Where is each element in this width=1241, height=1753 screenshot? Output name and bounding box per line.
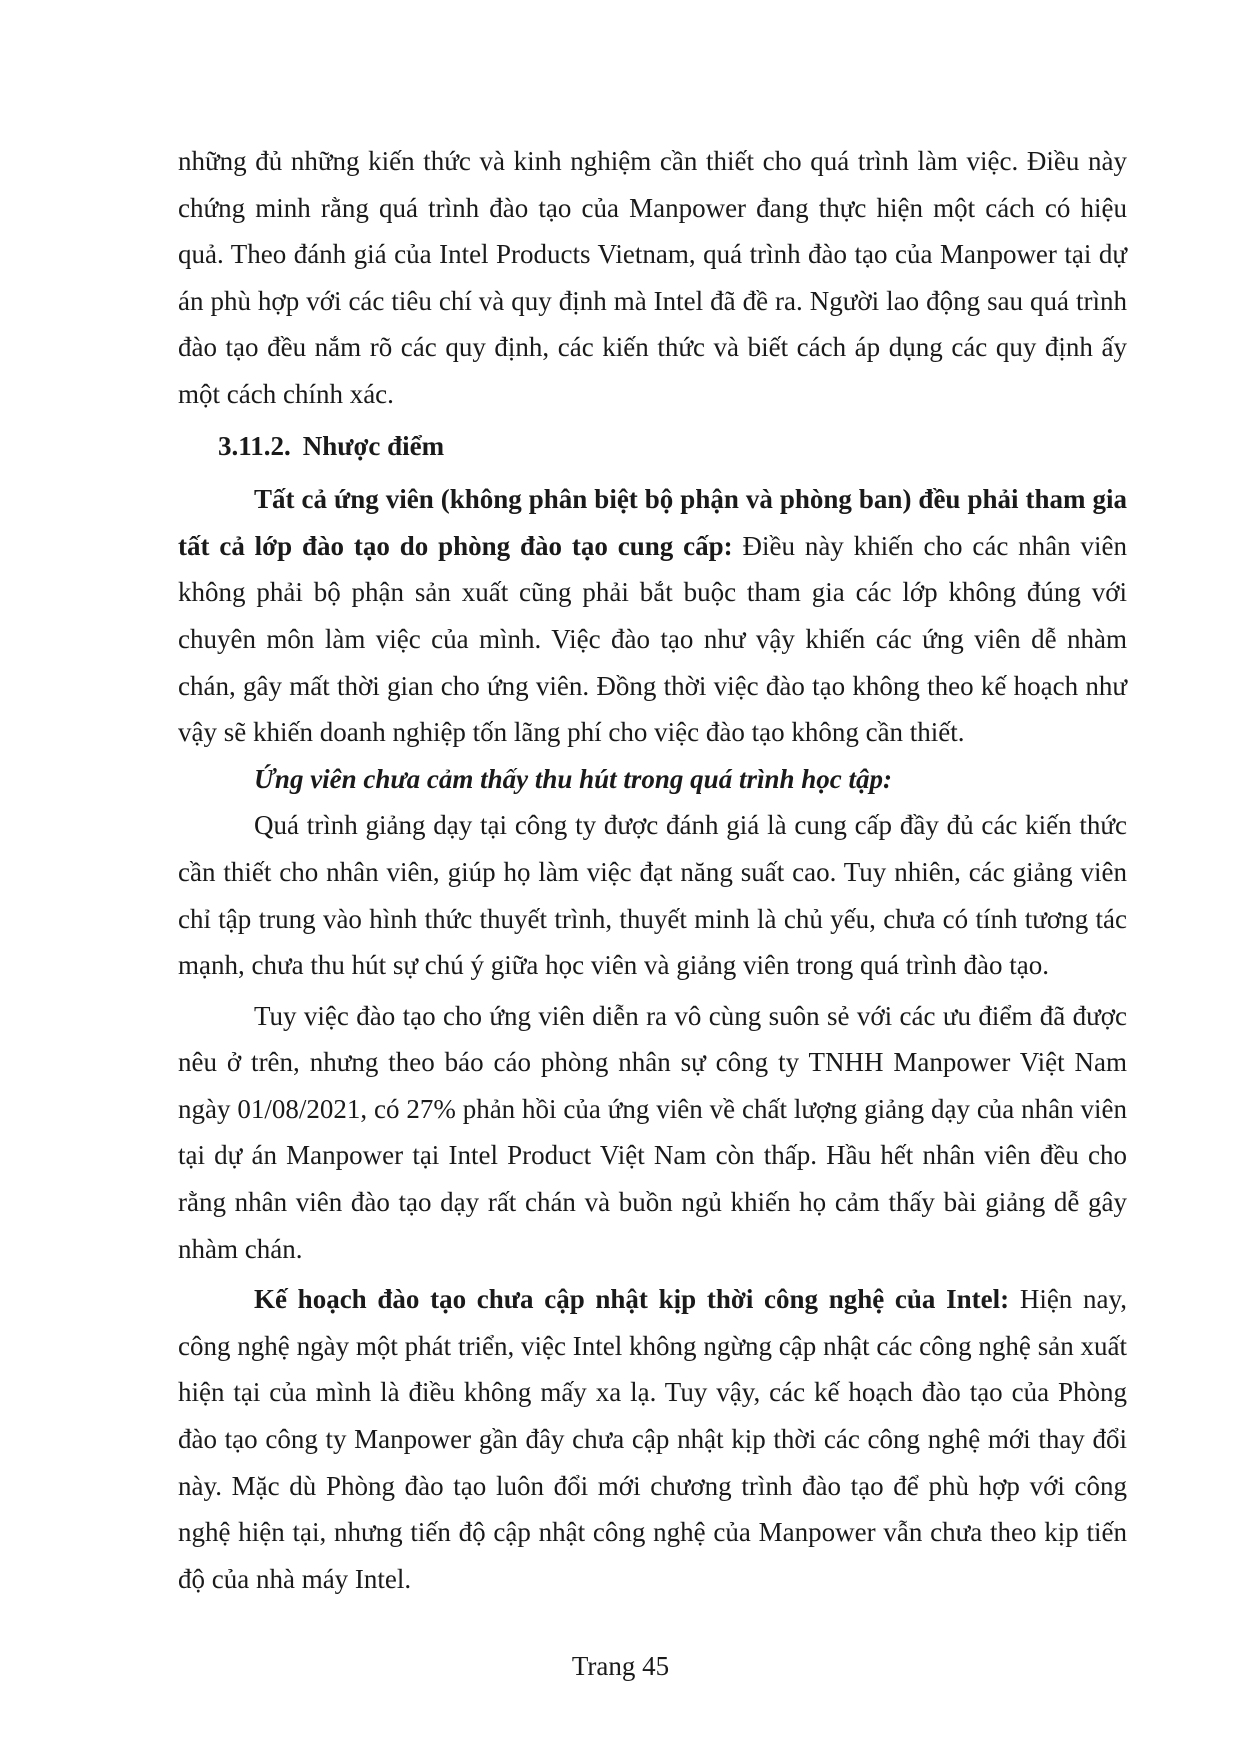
weakness-title-engagement: Ứng viên chưa cảm thấy thu hút trong quá trình học tập: <box>254 763 892 794</box>
section-number: 3.11.2. <box>218 430 291 461</box>
section-heading <box>178 423 1127 470</box>
paragraph-weakness-technology <box>178 1276 1127 1602</box>
page-number: Trang 45 <box>571 1651 670 1681</box>
paragraph-feedback-report: Tuy việc đào tạo cho ứng viên diễn ra vô cùng suôn sẻ với các ưu điểm đã được nêu ở trên, nhưng theo báo cáo phòng nhân sự công ty TNHH Manpower Việt Nam ngày 01/08/2021, có 27% phản hồi của ứng viên về chất lượng giảng dạy của nhân viên tại dự án Manpower tại Intel Product Việt Nam còn thấp. Hầu hết nhân viên đều cho rằng nhân viên đào tạo dạy rất chán và buồn ngủ khiến họ cảm thấy bài giảng dễ gây nhàm chán. <box>178 1000 1127 1264</box>
section-title: Nhược điểm <box>302 430 445 461</box>
paragraph-teaching-method: Quá trình giảng dạy tại công ty được đánh giá là cung cấp đầy đủ các kiến thức cần thiết cho nhân viên, giúp họ làm việc đạt năng suất cao. Tuy nhiên, các giảng viên chỉ tập trung vào hình thức thuyết trình, thuyết minh là chủ yếu, chưa có tính tương tác mạnh, chưa thu hút sự chú ý giữa học viên và giảng viên trong quá trình đào tạo. <box>178 810 1127 981</box>
paragraph-strengths-conclusion: những đủ những kiến thức và kinh nghiệm cần thiết cho quá trình làm việc. Điều này chứng minh rằng quá trình đào tạo của Manpower đang thực hiện một cách có hiệu quả. Theo đánh giá của Intel Products Vietnam, quá trình đào tạo của Manpower tại dự án phù hợp với các tiêu chí và quy định mà Intel đã đề ra. Người lao động sau quá trình đào tạo đều nắm rõ các quy định, các kiến thức và biết cách áp dụng các quy định ấy một cách chính xác. <box>178 146 1127 409</box>
page-body <box>178 138 1127 1602</box>
weakness-title-mandatory-training: Tất cả ứng viên (không phân biệt bộ phận và phòng ban) đều phải tham gia tất cả lớp đào tạo do phòng đào tạo cung cấp: <box>178 484 1127 561</box>
paragraph-weakness-engagement-title <box>178 756 1127 803</box>
weakness-text-technology: Hiện nay, công nghệ ngày một phát triển, việc Intel không ngừng cập nhật các công nghệ sản xuất hiện tại của mình là điều không mấy xa lạ. Tuy vậy, các kế hoạch đào tạo của Phòng đào tạo công ty Manpower gần đây chưa cập nhật kịp thời các công nghệ mới thay đổi này. Mặc dù Phòng đào tạo luôn đổi mới chương trình đào tạo để phù hợp với công nghệ hiện tại, nhưng tiến độ cập nhật công nghệ của Manpower vẫn chưa theo kịp tiến độ của nhà máy Intel. <box>178 1284 1127 1594</box>
paragraph-weakness-mandatory-training <box>178 476 1127 756</box>
weakness-title-technology: Kế hoạch đào tạo chưa cập nhật kịp thời công nghệ của Intel: <box>254 1284 1010 1315</box>
weakness-text-mandatory-training: Điều này khiến cho các nhân viên không phải bộ phận sản xuất cũng phải bắt buộc tham gia các lớp không đúng với chuyên môn làm việc của mình. Việc đào tạo như vậy khiến các ứng viên dễ nhàm chán, gây mất thời gian cho ứng viên. Đồng thời việc đào tạo không theo kế hoạch như vậy sẽ khiến doanh nghiệp tốn lãng phí cho việc đào tạo không cần thiết. <box>178 530 1127 748</box>
